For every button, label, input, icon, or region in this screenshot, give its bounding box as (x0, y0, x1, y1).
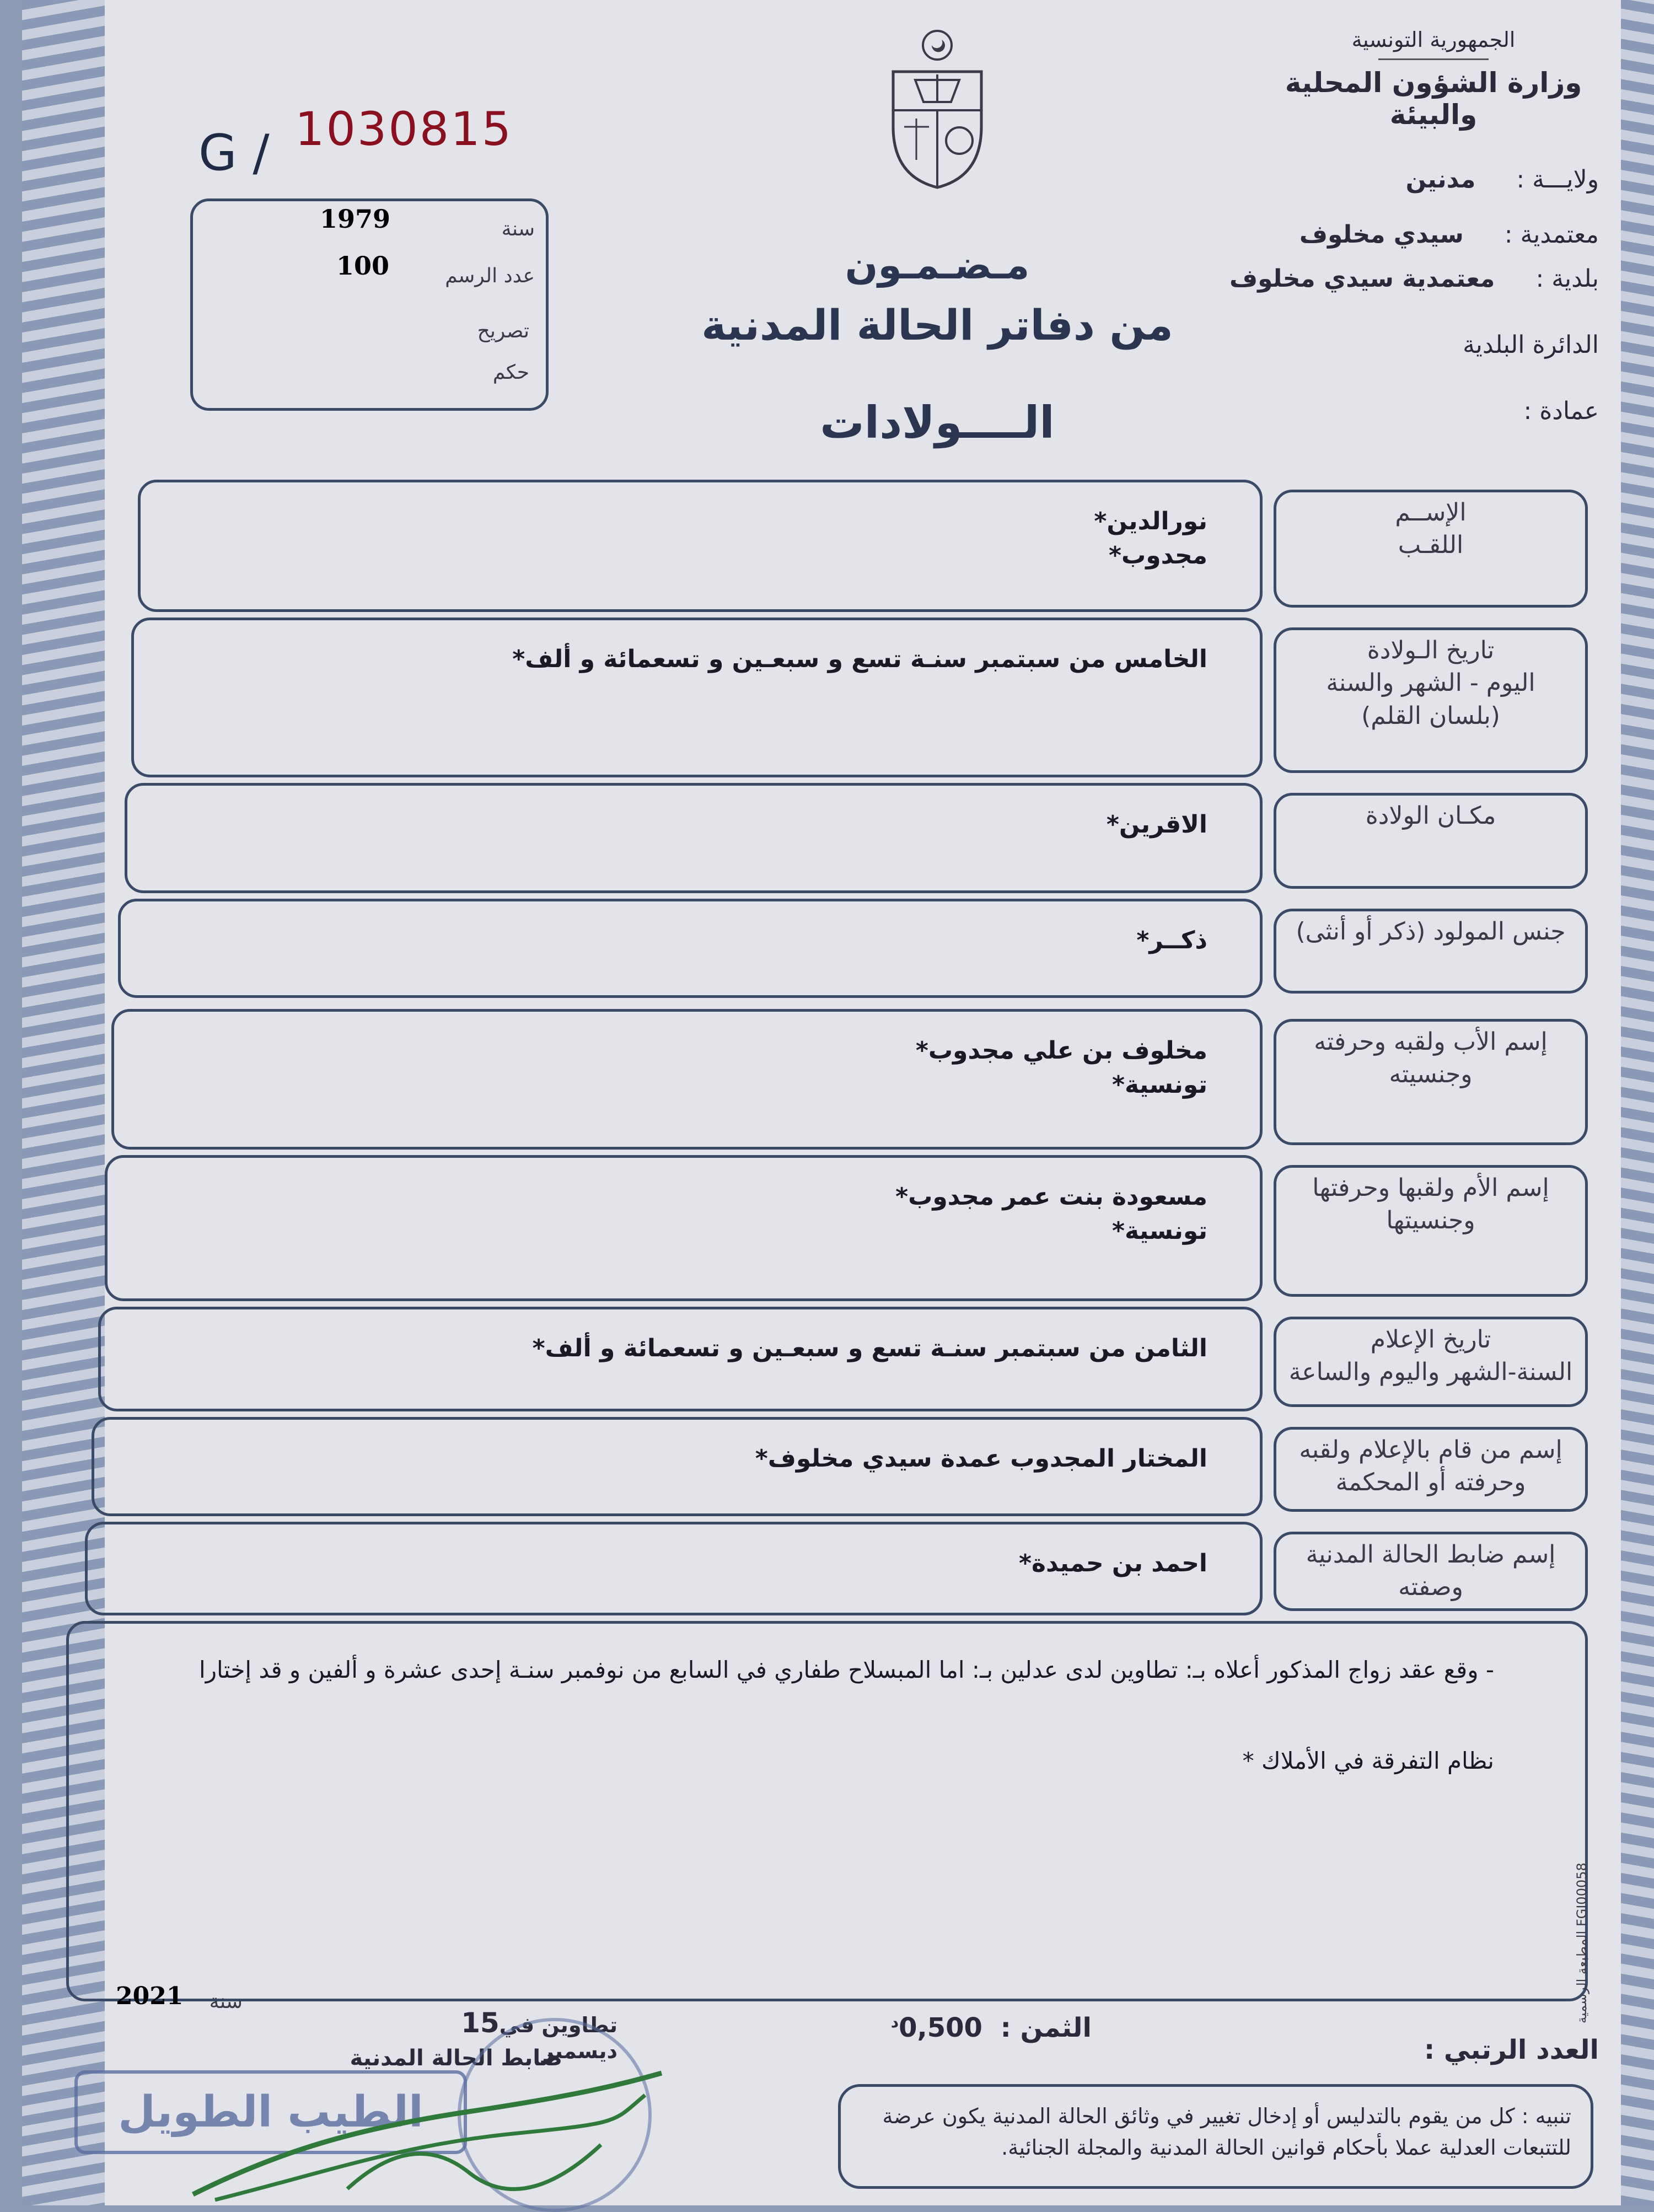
serial-prefix: G / (198, 124, 270, 182)
day: 15 (461, 2007, 500, 2039)
place: تطاوين (541, 2013, 617, 2037)
month: ديسمبر (541, 2039, 617, 2063)
register-judgment-label: حكم (492, 361, 529, 384)
field-label: الإســم اللقـب (1395, 498, 1467, 560)
baladiya-row (1130, 265, 1599, 293)
wilaya-value: مدنين (1405, 165, 1476, 194)
field-value: ذكــر* (1136, 926, 1207, 954)
remarks-line2: نظام التفرقة في الأملاك * (1242, 1747, 1494, 1774)
ministry-name: وزارة الشؤون المحلية (1285, 67, 1582, 99)
daira-label: الدائرة البلدية (1463, 331, 1599, 359)
field-value: الخامس من سبتمبر سنـة تسع و سبعـين و تسعمائة و ألف* (512, 645, 1207, 673)
ministry-name-2: والبيئة (1389, 99, 1478, 131)
field-value: احمد بن حميدة* (1018, 1549, 1207, 1577)
field-value: نورالدين* مجدوب* (1094, 507, 1207, 570)
baladiya-label: بلدية : (1535, 265, 1599, 293)
register-year-value: 1979 (320, 204, 391, 234)
field-label: تاريخ الـولادة اليوم - الشهر والسنة (بلسان القلم) (1326, 636, 1535, 730)
serial-label: العدد الرتبي : (1424, 2034, 1599, 2065)
baladiya-value: معتمدية سيدي مخلوف (1229, 265, 1495, 293)
field-label: جنس المولود (ذكر أو أنثى) (1296, 917, 1566, 946)
field-value-box (131, 618, 1263, 777)
remarks-line1: - وقع عقد زواج المذكور أعلاه بـ: تطاوين لدى عدلين بـ: اما المبسلاح طفاري في السابع من نوفمبر سنـة إحدى عشرة و ألفين و قد إختارا (199, 1656, 1494, 1683)
field-label: إسم من قام بالإعلام ولقبه وحرفته أو المحكمة (1299, 1436, 1562, 1497)
wilaya-label: ولايـــة : (1516, 165, 1599, 194)
wilaya-row (1296, 165, 1599, 194)
serial-number: 1030815 (295, 102, 513, 156)
field-value: المختار المجدوب عمدة سيدي مخلوف* (755, 1445, 1207, 1473)
field-label: تاريخ الإعلام السنة-الشهر واليوم والساعة (1288, 1325, 1573, 1387)
date-prefix: في (499, 2013, 535, 2037)
register-year-label: سنة (501, 218, 535, 240)
year-label: سنة (209, 1990, 243, 2013)
price-value: 0,500 (899, 2012, 982, 2043)
title-line2: من دفاتر الحالة المدنية (701, 300, 1173, 350)
divider (1378, 58, 1489, 60)
field-value: مخلوف بن علي مجدوب* تونسية* (915, 1037, 1207, 1099)
field-label: إسم ضابط الحالة المدنية وصفته (1306, 1540, 1556, 1602)
officer-title: ضابط الحالة المدنية (350, 2045, 562, 2071)
coat-of-arms-icon (877, 28, 998, 193)
price-row (882, 2012, 1092, 2043)
field-value: الثامن من سبتمبر سنـة تسع و سبعـين و تسعمائة و ألف* (532, 1334, 1207, 1362)
field-label: إسم الأب ولقبه وحرفته وجنسيته (1314, 1028, 1548, 1089)
header-block (1268, 28, 1599, 131)
field-label: مكـان الولادة (1365, 802, 1496, 830)
register-number-value: 100 (336, 251, 390, 281)
title-line1: مـضـمـون (845, 243, 1030, 288)
mootamadiya-row (1130, 221, 1599, 249)
field-label: إسم الأم ولقبها وحرفتها وجنسيتها (1312, 1174, 1549, 1235)
field-value: الاقرين* (1106, 810, 1207, 839)
register-declaration-label: تصريح (477, 320, 529, 342)
security-border-right (1621, 0, 1654, 2205)
mootamadiya-label: معتمدية : (1504, 221, 1599, 249)
price-label: الثمن : (1000, 2012, 1092, 2043)
warning-text: تنبيه : كل من يقوم بالتدليس أو إدخال تغيير في وثائق الحالة المدنية يكون عرضة للتتبعات العدلية عملا بأحكام قوانين الحالة المدنية والمجلة الجنائية. (882, 2104, 1571, 2160)
register-number-label: عدد الرسم (445, 265, 535, 287)
mootamadiya-value: سيدي مخلوف (1299, 221, 1464, 249)
republic-name: الجمهورية التونسية (1351, 28, 1516, 52)
printer-mark: المطبعة الرسمية FGI00058 (1574, 1862, 1589, 2023)
title-births: الــــولادات (820, 397, 1055, 448)
field-value: مسعودة بنت عمر مجدوب* تونسية* (895, 1183, 1207, 1245)
year-value: 2021 (116, 1982, 184, 2010)
omada-label: عمادة : (1523, 397, 1599, 425)
signature-icon (182, 2062, 678, 2205)
price-unit: د (890, 2013, 899, 2031)
name-stamp-text: الطيب الطويل (118, 2087, 423, 2137)
